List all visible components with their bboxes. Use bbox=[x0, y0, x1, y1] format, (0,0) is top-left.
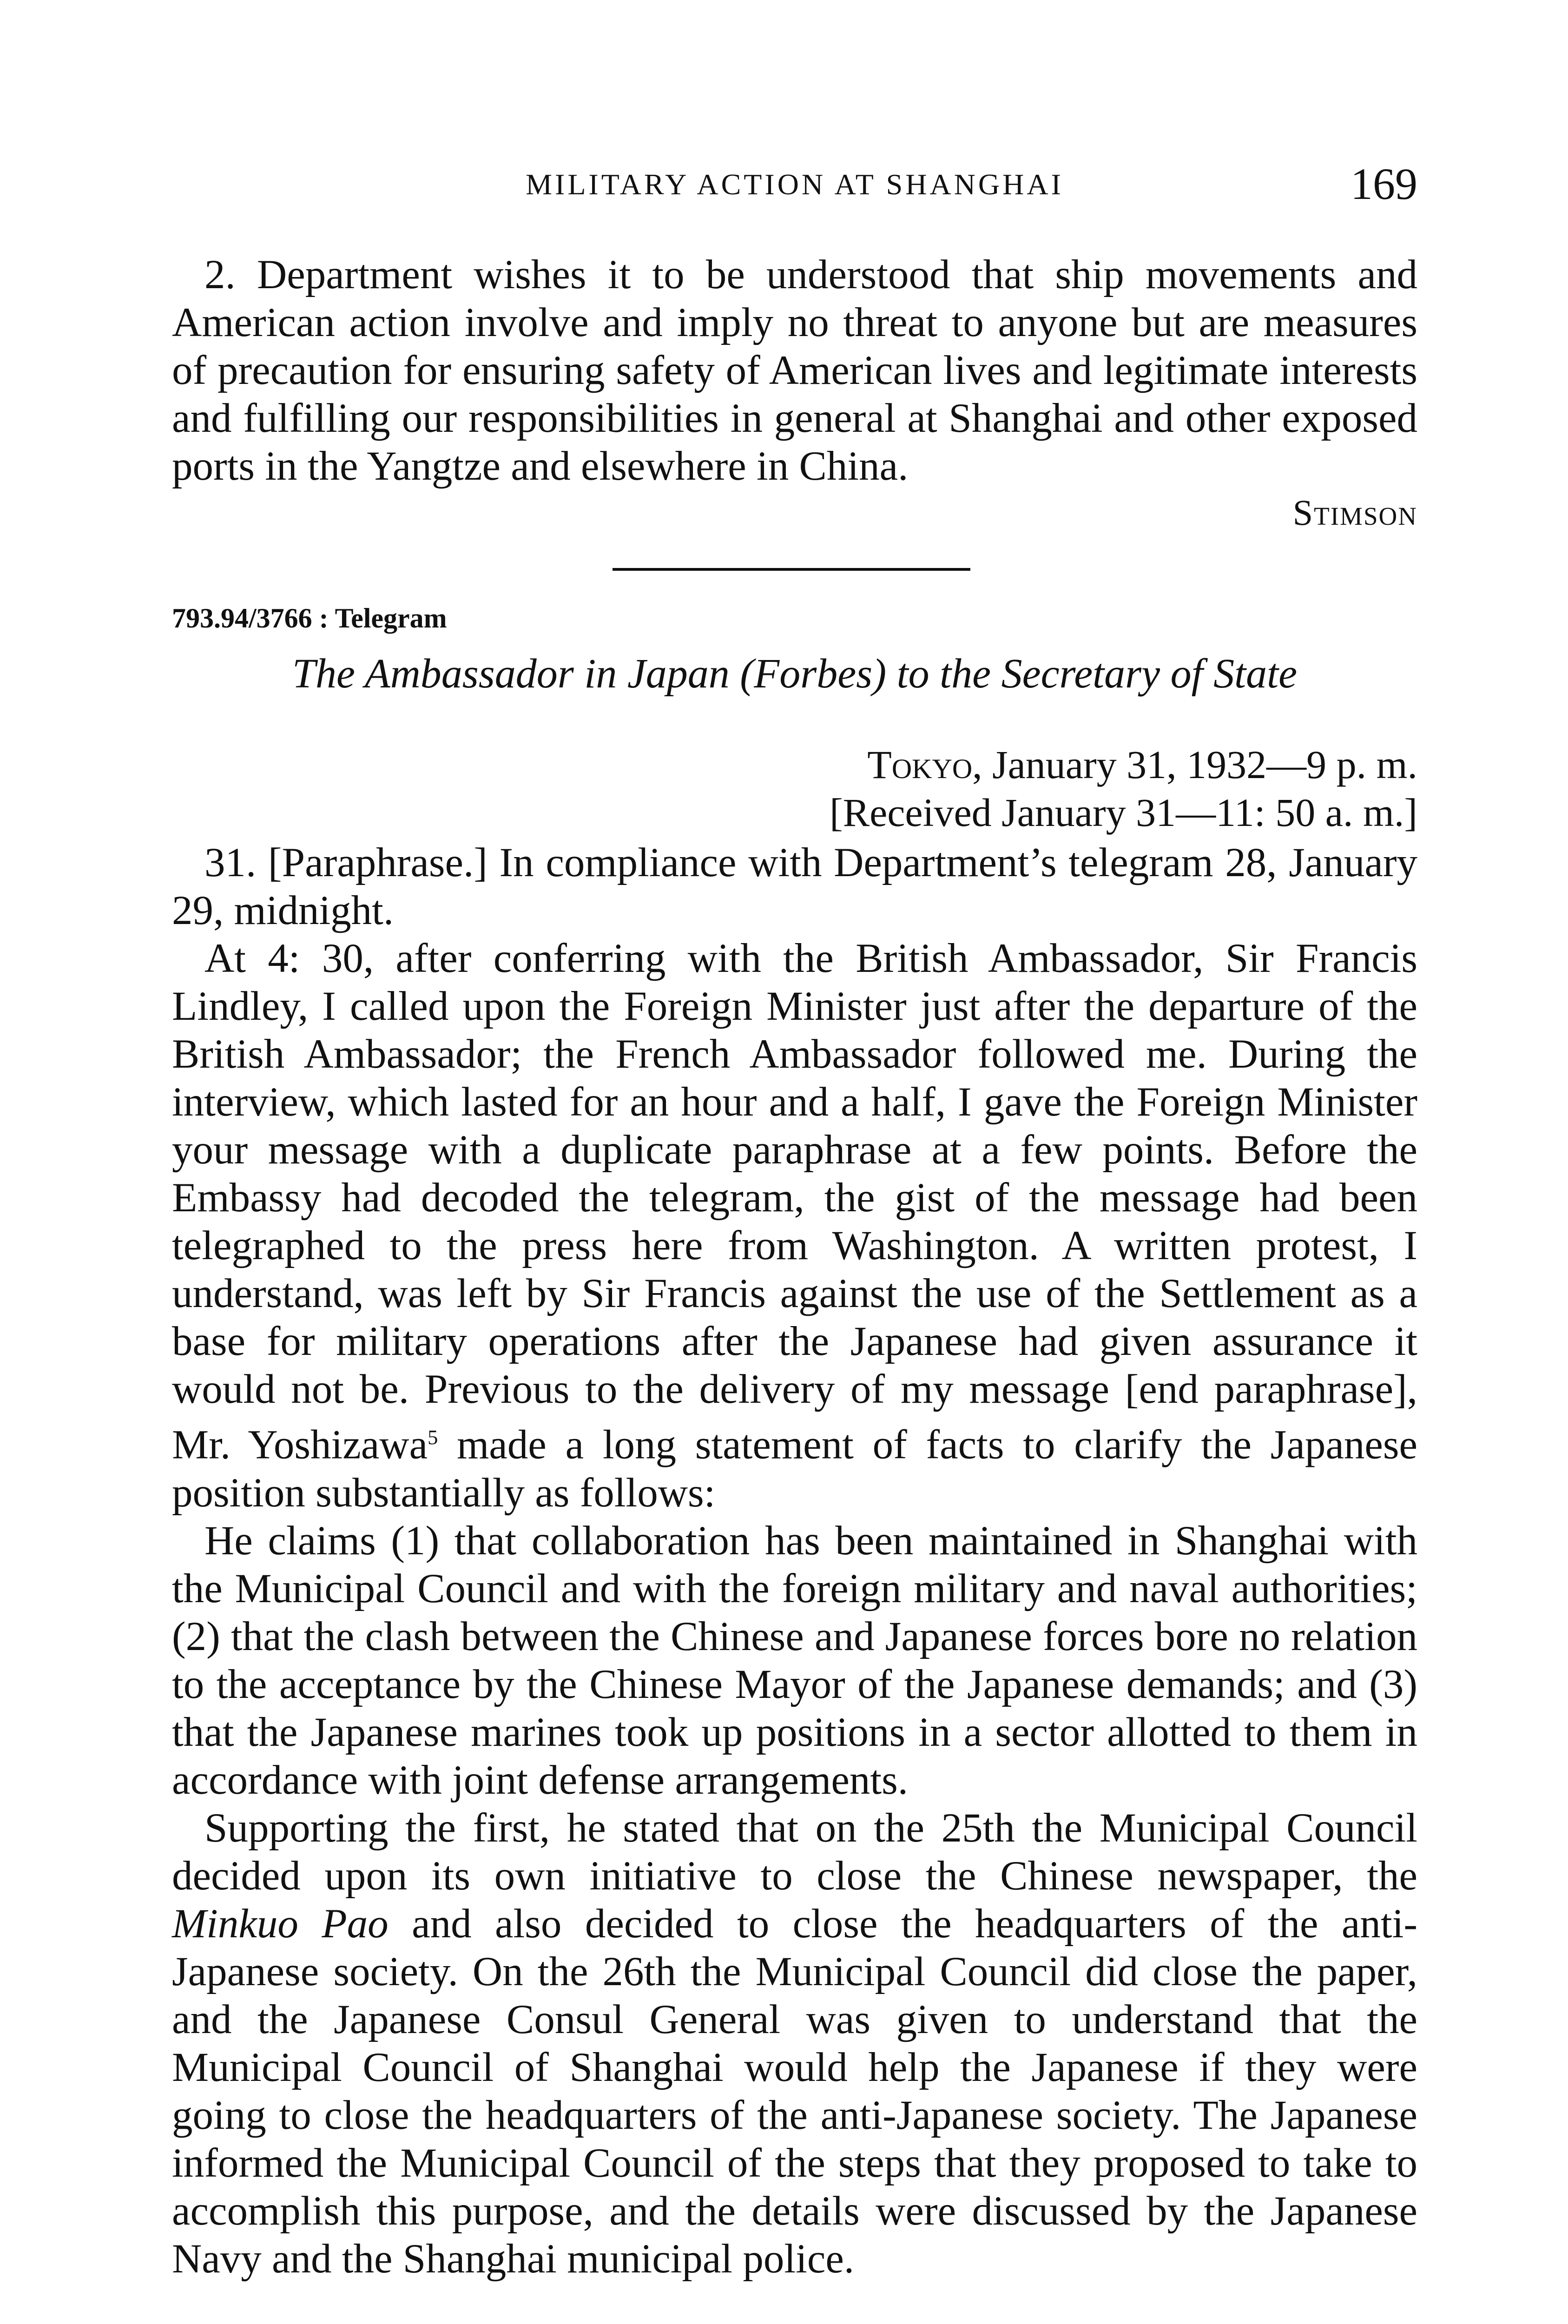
dateline-date: , January 31, 1932—9 p. m. bbox=[972, 742, 1417, 787]
document-heading: The Ambassador in Japan (Forbes) to the Secretary of State bbox=[292, 651, 1298, 697]
dateline-city: Tokyo bbox=[867, 742, 973, 787]
newspaper-name: Minkuo Pao bbox=[172, 1901, 389, 1947]
page-number: 169 bbox=[1351, 159, 1417, 209]
paragraph-31: 31. [Paraphrase.] In compliance with Department’s telegram 28, January 29, midnight. bbox=[172, 840, 1417, 933]
paragraph-supporting bbox=[172, 1804, 1417, 2283]
file-reference: 793.94/3766 : Telegram bbox=[172, 603, 447, 634]
paragraph-2-block bbox=[172, 251, 1417, 490]
paragraph-supporting-tail: and also decided to close the headquarters of the anti-Japanese society. On the 26th the Municipal Council did close the paper, and the Japanese Consul General was given to understand that the Municipal Council of Shanghai would help the Japanese if they were going to close the headquarters of the anti-Japanese society. The Japanese informed the Municipal Council of the steps that they proposed to take to accomplish this purpose, and the details were discussed by the Japanese Navy and the Shanghai municipal police. bbox=[172, 1901, 1417, 2282]
received-line: [Received January 31—11: 50 a. m.] bbox=[830, 790, 1417, 835]
running-title: MILITARY ACTION AT SHANGHAI bbox=[526, 168, 1064, 201]
paragraph-2: 2. Department wishes it to be understood that ship movements and American action involve and imply no threat to anyone but are measures of precaution for ensuring safety of American lives and legitimate interests and fulfilling our responsibilities in general at Shanghai and other exposed ports in the Yangtze and elsewhere in China. bbox=[172, 252, 1417, 489]
main-text bbox=[172, 839, 1417, 2283]
footnote-reference: 5 bbox=[428, 1426, 438, 1449]
dateline bbox=[867, 741, 1417, 788]
paragraph-interview-tail: made a long statement of facts to clarify the Japanese position substantially as follows: bbox=[172, 1422, 1417, 1516]
paragraph-interview-text: At 4: 30, after conferring with the British Ambassador, Sir Francis Lindley, I called upon the Foreign Minister just after the departure of the British Ambassador; the French Ambassador followed me. During the interview, which lasted for an hour and a half, I gave the Foreign Minister your message with a duplicate paraphrase at a few points. Before the Embassy had decoded the telegram, the gist of the message had been telegraphed to the press here from Washington. A written protest, I understand, was left by Sir Francis against the use of the Settlement as a base for military operations after the Japanese had given assurance it would not be. Previous to the delivery of my message [end paraphrase], Mr. Yoshizawa bbox=[172, 936, 1417, 1468]
running-head bbox=[172, 158, 1417, 214]
paragraph-interview bbox=[172, 935, 1417, 1517]
signature: Stimson bbox=[1292, 492, 1417, 533]
section-divider bbox=[613, 568, 970, 571]
paragraph-claims: He claims (1) that collaboration has been maintained in Shanghai with the Municipal Council and with the foreign military and naval authorities; (2) that the clash between the Chinese and Japanese forces bore no relation to the acceptance by the Chinese Mayor of the Japanese demands; and (3) that the Japanese marines took up positions in a sector allotted to them in accordance with joint defense arrangements. bbox=[172, 1518, 1417, 1803]
paragraph-supporting-text: Supporting the first, he stated that on the 25th the Municipal Council decided upon its own initiative to close the Chinese newspaper, the bbox=[172, 1805, 1417, 1899]
